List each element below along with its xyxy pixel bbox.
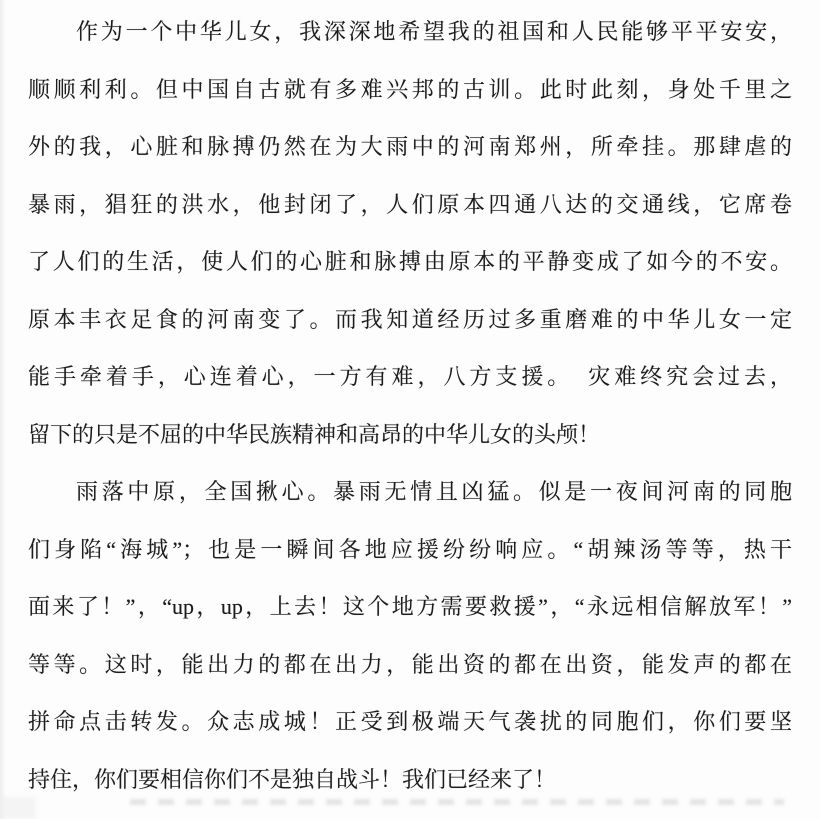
- paragraph-1: [28, 3, 792, 463]
- text-line: 顺顺利利。但中国自古就有多难兴邦的古训。此时此刻，身处千里之: [28, 76, 792, 102]
- text-line: 等等。这时，能出力的都在出力，能出资的都在出资，能发声的都在: [28, 651, 792, 677]
- text-line: 拼命点击转发。众志成城！正受到极端天气袭扰的同胞们，你们要坚: [28, 709, 792, 734]
- text-line: 持住，你们要相信你们不是独自战斗！我们已经来了！: [28, 766, 557, 792]
- text-line: 能手牵着手，心连着心，一方有难，八方支援。 灾难终究会过去，: [28, 364, 792, 389]
- text-line: 们身陷“海城”；也是一瞬间各地应援纷纷响应。“胡辣汤等等，热干: [28, 536, 792, 562]
- text-line: 外的我，心脏和脉搏仍然在为大雨中的河南郑州，所牵挂。那肆虐的: [28, 134, 792, 159]
- text-line: 留下的只是不屈的中华民族精神和高昂的中华儿女的头颅！: [28, 421, 601, 447]
- text-line: 原本丰衣足食的河南变了。而我知道经历过多重磨难的中华儿女一定: [28, 306, 792, 332]
- paragraph-2: [28, 463, 792, 808]
- text-line: 面来了！”，“up，up，上去！这个地方需要救援”，“永远相信解放军！”: [28, 594, 792, 619]
- text-line: 了人们的生活，使人们的心脏和脉搏由原本的平静变成了如今的不安。: [28, 249, 792, 274]
- text-line: 作为一个中华儿女，我深深地希望我的祖国和人民能够平平安安，: [76, 19, 792, 44]
- text-line: 暴雨，猖狂的洪水，他封闭了，人们原本四通八达的交通线，它席卷: [28, 191, 792, 217]
- document-content: [28, 3, 792, 808]
- text-line: 雨落中原，全国揪心。暴雨无情且凶猛。似是一夜间河南的同胞: [76, 479, 792, 504]
- scan-edge-artifact: [0, 0, 6, 819]
